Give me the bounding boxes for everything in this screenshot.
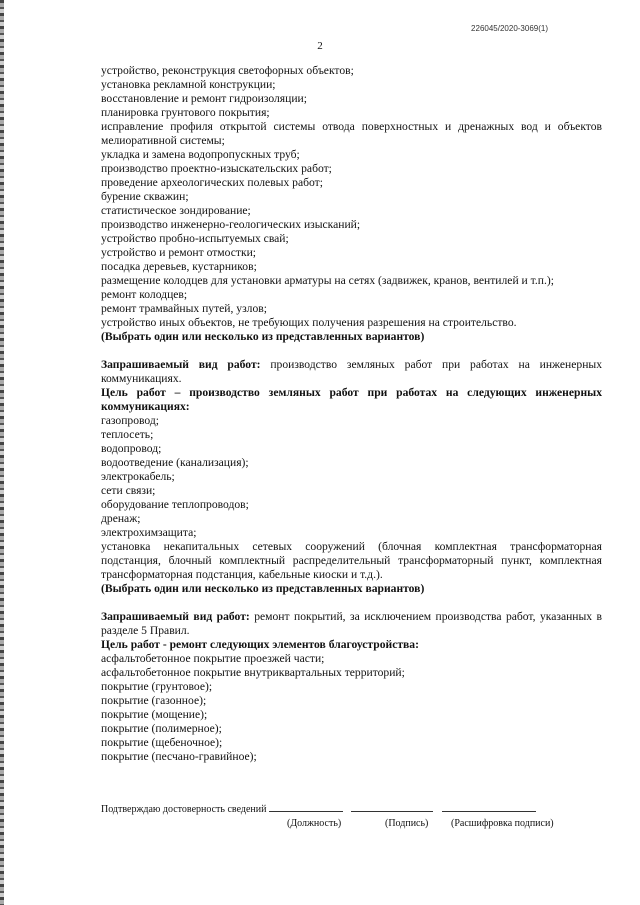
- work-type-text: производство земляных работ при работах на инженерных коммуникациях.: [101, 358, 602, 385]
- list-item: газопровод;: [101, 414, 159, 427]
- list-item: установка рекламной конструкции;: [101, 78, 276, 91]
- list-item: бурение скважин;: [101, 190, 189, 203]
- work-type-text: ремонт покрытий, за исключением производства работ, указанных в разделе 5 Правил.: [101, 610, 602, 637]
- document-body: [101, 64, 602, 764]
- work-type-label: Запрашиваемый вид работ:: [101, 358, 261, 371]
- choose-note: (Выбрать один или несколько из представленных вариантов): [101, 330, 425, 343]
- list-item: производство инженерно-геологических изысканий;: [101, 218, 361, 231]
- work-type-request: [101, 358, 602, 386]
- position-line: [269, 802, 343, 812]
- list-item: исправление профиля открытой системы отвода поверхностных и дренажных вод и объектов мелиоративной системы;: [101, 120, 602, 147]
- choose-note: (Выбрать один или несколько из представленных вариантов): [101, 582, 425, 595]
- list-item: теплосеть;: [101, 428, 154, 441]
- list-item: электрохимзащита;: [101, 526, 197, 539]
- list-item: покрытие (песчано-гравийное);: [101, 750, 257, 763]
- list-item: покрытие (щебеночное);: [101, 736, 223, 749]
- list-item: посадка деревьев, кустарников;: [101, 260, 257, 273]
- list-item: покрытие (грунтовое);: [101, 680, 213, 693]
- list-item: ремонт колодцев;: [101, 288, 188, 301]
- page-number: 2: [317, 40, 323, 52]
- list-item: водоотведение (канализация);: [101, 456, 249, 469]
- signature-line: [351, 802, 433, 812]
- list-item: ремонт трамвайных путей, узлов;: [101, 302, 267, 315]
- list-item: водопровод;: [101, 442, 162, 455]
- confirm-text: Подтверждаю достоверность сведений: [101, 804, 267, 815]
- list-item: установка некапитальных сетевых сооружений (блочная комплектная трансформаторная подстанция, блочный комплектный распределительный трансформаторный пункт, комплектная трансформаторная подстанция, кабельные киоски и т.д.).: [101, 540, 602, 581]
- list-item: производство проектно-изыскательских работ;: [101, 162, 332, 175]
- decoding-label: (Расшифровка подписи): [451, 818, 554, 829]
- confirmation-block: [101, 802, 561, 829]
- list-item: устройство и ремонт отмостки;: [101, 246, 257, 259]
- list-item: асфальтобетонное покрытие проезжей части;: [101, 652, 325, 665]
- list-item: покрытие (полимерное);: [101, 722, 222, 735]
- work-goal: Цель работ - ремонт следующих элементов благоустройства:: [101, 638, 419, 651]
- scan-page-edge: [0, 0, 4, 905]
- list-item: восстановление и ремонт гидроизоляции;: [101, 92, 307, 105]
- document-id: 226045/2020-3069(1): [471, 24, 548, 33]
- list-item: укладка и замена водопропускных труб;: [101, 148, 300, 161]
- list-item: планировка грунтового покрытия;: [101, 106, 270, 119]
- list-item: электрокабель;: [101, 470, 175, 483]
- list-item: покрытие (мощение);: [101, 708, 208, 721]
- list-item: устройство иных объектов, не требующих получения разрешения на строительство.: [101, 316, 517, 329]
- list-item: статистическое зондирование;: [101, 204, 251, 217]
- signature-label: (Подпись): [385, 818, 429, 829]
- position-label: (Должность): [287, 818, 342, 829]
- list-item: размещение колодцев для установки арматуры на сетях (задвижек, кранов, вентилей и т.п.);: [101, 274, 554, 287]
- work-goal: Цель работ – производство земляных работ при работах на следующих инженерных коммуникациях:: [101, 386, 602, 413]
- list-item: устройство, реконструкция светофорных объектов;: [101, 64, 354, 77]
- list-item: устройство пробно-испытуемых свай;: [101, 232, 289, 245]
- list-item: асфальтобетонное покрытие внутриквартальных территорий;: [101, 666, 405, 679]
- decoding-line: [442, 802, 536, 812]
- list-item: проведение археологических полевых работ;: [101, 176, 323, 189]
- list-item: покрытие (газонное);: [101, 694, 207, 707]
- list-item: оборудование теплопроводов;: [101, 498, 249, 511]
- list-item: сети связи;: [101, 484, 156, 497]
- work-type-label: Запрашиваемый вид работ:: [101, 610, 250, 623]
- list-item: дренаж;: [101, 512, 141, 525]
- work-type-request: [101, 610, 602, 638]
